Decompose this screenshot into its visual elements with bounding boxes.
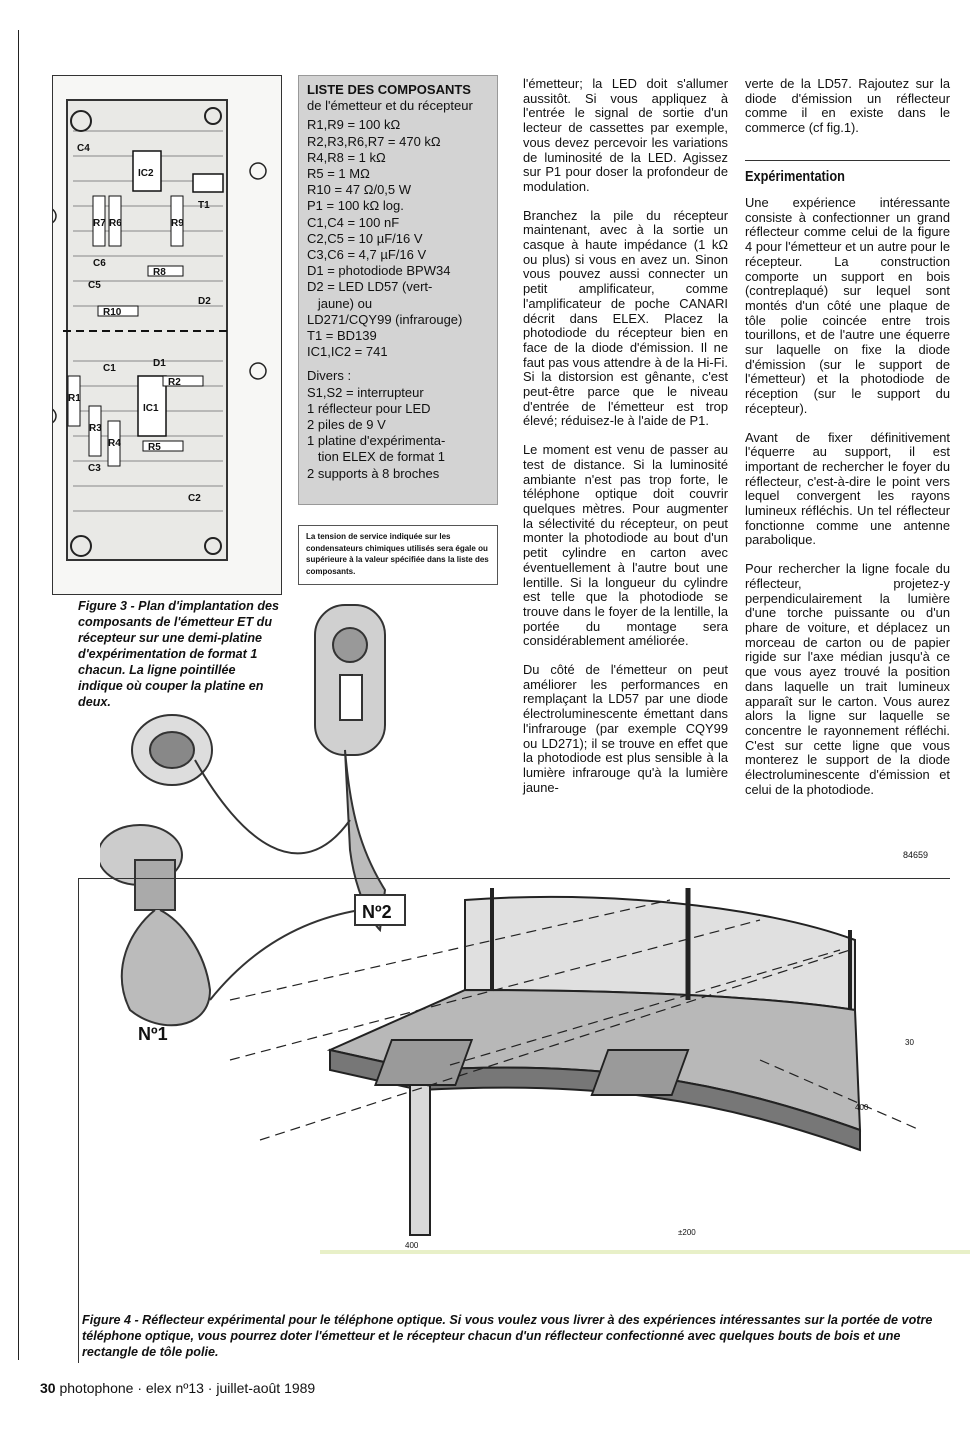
component-item: IC1,IC2 = 741 <box>307 344 388 360</box>
pcb-label-c5: C5 <box>88 280 101 291</box>
component-item: R1,R9 = 100 kΩ <box>307 117 401 133</box>
component-item: D2 = LED LD57 (vert- <box>307 279 433 295</box>
divers-item: 1 platine d'expérimenta- <box>307 433 446 449</box>
divers-title: Divers : <box>307 368 352 384</box>
paragraph: verte de la LD57. Rajoutez sur la diode d'émission un réflecteur comme il en existe dans le commerce (cf fig.1). <box>745 76 950 136</box>
dim-30: 30 <box>905 1038 914 1047</box>
divers-item: S1,S2 = interrupteur <box>307 384 424 400</box>
label-n1: Nº1 <box>138 1024 168 1044</box>
component-item: R10 = 47 Ω/0,5 W <box>307 182 412 198</box>
paragraph: Pour rechercher la ligne focale du réflecteur, projetez-y perpendiculairement la lumière d'une torche puissante ou d'un phare de voiture, et déplacez un morceau de carton ou de papier rigide sur l'axe médian jusqu'à ce que vous ayez trouvé la position dans laquelle un trait lumineux apparaît sur le carton. Vous aurez alors la ligne sur laquelle se concentre le rayonnement réfléchi. C'est sur cette ligne que vous monterez le support de la diode électroluminescente d'émission et celui de la photodiode. <box>745 561 950 797</box>
pcb-layout-figure <box>52 75 282 595</box>
pcb-label-ic2: IC2 <box>138 168 154 179</box>
pcb-label-c6: C6 <box>93 258 106 269</box>
text-column-3 <box>523 77 728 809</box>
article-ref: 84659 <box>903 850 929 860</box>
paragraph: Le moment est venu de passer au test de distance. Si la luminosité ambiante n'est pas trop forte, le téléphone optique doit couvrir quelques mètres. Pour augmenter la sélectivité du récepteur, on peut monter la photodiode au bout d'un petit cylindre en carton avec éventuellement à l'autre bout une lentille. Si la longueur du cylindre est telle que la photodiode se trouve dans le foyer de la lentille, la portée du montage sera considérablement améliorée. <box>523 442 728 649</box>
pcb-label-r5: R5 <box>148 442 161 453</box>
divers-item: 2 supports à 8 broches <box>307 465 440 481</box>
figure4-top-rule <box>78 878 950 879</box>
component-item: D1 = photodiode BPW34 <box>307 263 451 279</box>
dim-400-depth: 400 <box>855 1103 869 1112</box>
paragraph: l'émetteur; la LED doit s'allumer aussitôt. Si vous appliquez à l'entrée le signal de sortie d'un lecteur de cassettes par exemple, vous devez percevoir les variations de luminosité de la LED. Agissez sur P1 pour doser la profondeur de modulation. <box>523 76 728 194</box>
page-footer <box>40 1380 315 1396</box>
page-number: 30 <box>40 1380 56 1396</box>
section-rule <box>745 160 950 161</box>
component-item: C2,C5 = 10 µF/16 V <box>307 230 423 246</box>
label-n2: Nº2 <box>362 902 392 922</box>
pcb-label-r10: R10 <box>103 307 122 318</box>
pcb-label-r2: R2 <box>168 377 181 388</box>
divers-item: tion ELEX de format 1 <box>307 449 446 465</box>
capacitor-note: La tension de service indiquée sur les condensateurs chimiques utilisés sera égale ou supérieure à la valeur spécifiée dans la liste des composants. <box>298 525 498 585</box>
pcb-label-c4: C4 <box>77 143 90 154</box>
component-item: R5 = 1 MΩ <box>307 166 370 182</box>
pcb-label-r3: R3 <box>89 423 102 434</box>
paragraph: Du côté de l'émetteur on peut améliorer les performances en remplaçant la LD57 par une diode électroluminescente émettant dans l'infrarouge (par exemple CQY99 ou LD271); il se trouve en effet que la photodiode est plus sensible à la lumière infrarouge qu'à la lumière jaune- <box>523 662 728 795</box>
section-heading: Expérimentation <box>745 168 845 185</box>
component-item: jaune) ou <box>307 295 373 311</box>
dim-200: ±200 <box>678 1228 696 1237</box>
text-column-4-top <box>745 77 950 150</box>
paragraph: Une expérience intéressante consiste à confectionner un grand réflecteur comme celui de la figure 4 pour l'émetteur et un autre pour le récepteur. La construction comporte un support en bois (contreplaqué) sur lequel sont montés d'un côté une plaque de tôle polie coincée entre trois tourillons, et de l'autre une équerre sur laquelle on fixe la diode d'émission (sur le support de l'émetteur) et la photodiode de réception (sur le support du récepteur). <box>745 195 950 416</box>
pcb-label-d1: D1 <box>153 358 166 369</box>
paragraph: Branchez la pile du récepteur maintenant, avec à la sortie un casque à haute impédance (1 kΩ ou plus) si vous en avez un. Sinon vous pouvez aussi connecter un petit amplificateur, comme l'amplificateur de poche CANARI décrit dans ELEX. Placez la photodiode du récepteur bien en face de la diode d'émission. Il ne faut pas vous attendre à de la Hi-Fi. Si la distorsion est gênante, c'est peut-être parce que le niveau d'entrée de l'émetteur est trop élevé; réduisez-le à l'aide de P1. <box>523 207 728 429</box>
pcb-label-r4: R4 <box>108 438 121 449</box>
component-item: T1 = BD139 <box>307 328 377 344</box>
component-item: P1 = 100 kΩ log. <box>307 198 404 214</box>
pcb-diagram <box>53 76 281 594</box>
component-item: C3,C6 = 4,7 µF/16 V <box>307 247 427 263</box>
figure4-left-rule <box>78 878 79 1363</box>
divers-item: 2 piles de 9 V <box>307 417 386 433</box>
components-title: LISTE DES COMPOSANTS <box>307 82 471 97</box>
components-subtitle: de l'émetteur et du récepteur <box>307 98 473 114</box>
dim-400-width: 400 <box>405 1241 419 1250</box>
components-list <box>298 75 498 505</box>
pcb-label-r6: R6 <box>109 218 122 229</box>
pcb-label-r1: R1 <box>68 393 81 404</box>
component-item: C1,C4 = 100 nF <box>307 214 400 230</box>
figure3-caption: Figure 3 - Plan d'implantation des composants de l'émetteur ET du récepteur sur une demi-platine d'expérimentation de format 1 chacun. La ligne pointillée indique où couper la platine en deux. <box>78 599 280 709</box>
left-rule <box>18 30 19 1360</box>
component-item: R4,R8 = 1 kΩ <box>307 149 386 165</box>
pcb-label-r8: R8 <box>153 267 166 278</box>
pcb-label-c2: C2 <box>188 493 201 504</box>
pcb-label-r7: R7 <box>93 218 106 229</box>
text-column-4 <box>745 196 950 811</box>
pcb-label-c3: C3 <box>88 463 101 474</box>
footer-text: photophone · elex nº13 · juillet-août 1989 <box>59 1380 316 1396</box>
pcb-label-t1: T1 <box>198 200 210 211</box>
figure4-caption: Figure 4 - Réflecteur expérimental pour le téléphone optique. Si vous voulez vous livrer à des expériences intéressantes sur la portée de votre téléphone optique, vous pourrez doter l'émetteur et le récepteur chacun d'un réflecteur confectionné avec quelques bouts de bois et une rectangle de tôle polie. <box>82 1313 933 1359</box>
component-item: R2,R3,R6,R7 = 470 kΩ <box>307 133 441 149</box>
pcb-label-c1: C1 <box>103 363 116 374</box>
pcb-label-d2: D2 <box>198 296 211 307</box>
reflector-diagram <box>200 880 940 1260</box>
component-item: LD271/CQY99 (infrarouge) <box>307 311 463 327</box>
scan-highlight-line <box>320 1250 970 1254</box>
divers-item: 1 réflecteur pour LED <box>307 400 431 416</box>
pcb-label-r9: R9 <box>171 218 184 229</box>
pcb-label-ic1: IC1 <box>143 403 159 414</box>
paragraph: Avant de fixer définitivement l'équerre au support, il est important de rechercher le foyer du réflecteur, c'est-à-dire le point vers lequel convergent les rayons lumineux réfléchis. Un tel réflecteur fonctionne comme une antenne parabolique. <box>745 429 950 548</box>
